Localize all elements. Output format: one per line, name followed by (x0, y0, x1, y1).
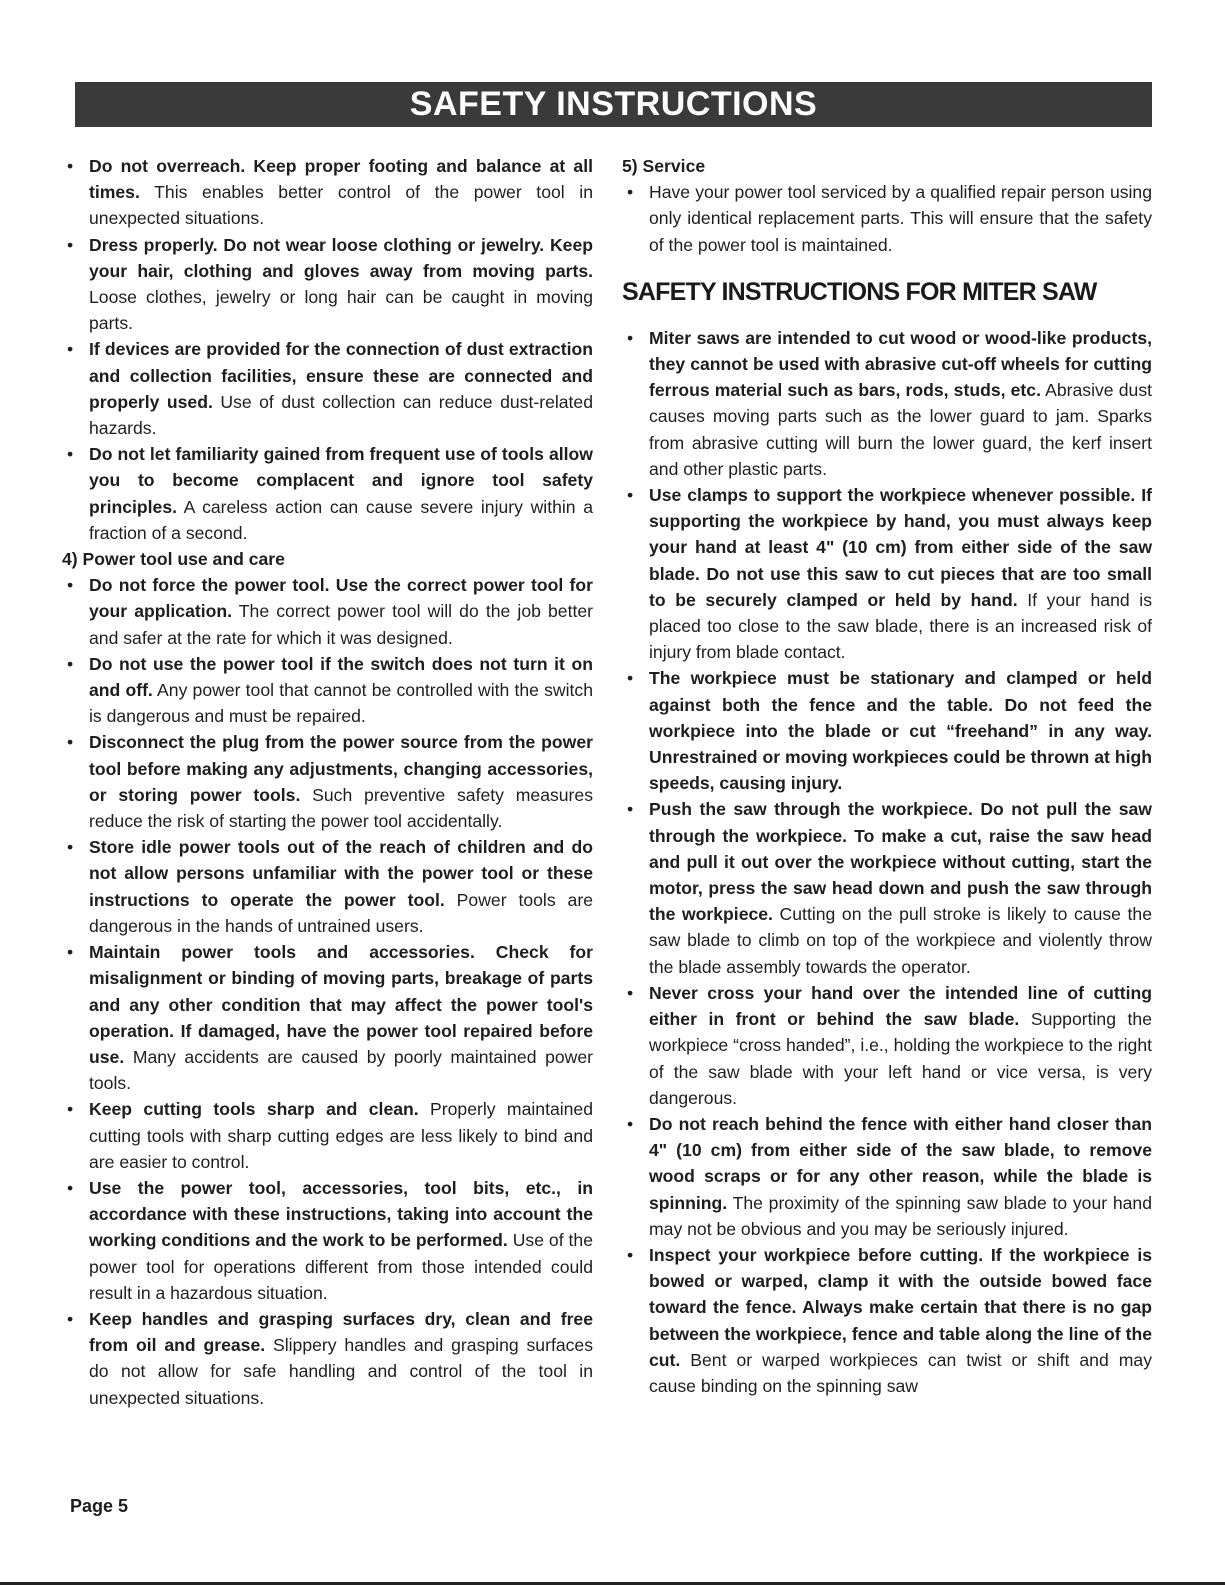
bullet-icon: • (67, 1177, 74, 1198)
section-heading-service: 5) Service (622, 156, 706, 176)
list-item: • Have your power tool serviced by a qualified repair person using only identical replacement parts. This will ensure that the safety of the power tool is maintained. (622, 179, 1152, 258)
list-item: • Do not reach behind the fence with either hand closer than 4" (10 cm) from either side of the saw blade, to remove wood scraps or for any other reason, while the blade is spinning. The proximity of the spinning saw blade to your hand may not be obvious and you may be seriously injured. (622, 1111, 1152, 1242)
left-list-1 (62, 153, 593, 546)
bullet-icon: • (627, 1113, 634, 1134)
list-item: • Do not use the power tool if the switch does not turn it on and off. Any power tool that cannot be controlled with the switch is dangerous and must be repaired. (62, 651, 593, 730)
right-list (622, 325, 1152, 1399)
bullet-icon: • (67, 942, 74, 963)
list-item: • Maintain power tools and accessories. Check for misalignment or binding of moving parts, breakage of parts and any other condition that may affect the power tool's operation. If damaged, have the power tool repaired before use. Many accidents are caused by poorly maintained power tools. (62, 939, 593, 1096)
right-column (622, 153, 1152, 1399)
list-item: • Do not let familiarity gained from frequent use of tools allow you to become complacent and ignore tool safety principles. A careless action can cause severe injury within a fraction of a second. (62, 441, 593, 546)
list-item: • Push the saw through the workpiece. Do not pull the saw through the workpiece. To make a cut, raise the saw head and pull it out over the workpiece without cutting, start the motor, press the saw head down and push the saw through the workpiece. Cutting on the pull stroke is likely to cause the saw blade to climb on top of the workpiece and violently throw the blade assembly towards the operator. (622, 796, 1152, 979)
section-heading-power-tool-use: 4) Power tool use and care (62, 549, 285, 570)
list-item: • Dress properly. Do not wear loose clothing or jewelry. Keep your hair, clothing and gloves away from moving parts. Loose clothes, jewelry or long hair can be caught in moving parts. (62, 232, 593, 337)
list-item: • Keep handles and grasping surfaces dry, clean and free from oil and grease. Slippery handles and grasping surfaces do not allow for safe handling and control of the tool in unexpected situations. (62, 1306, 593, 1411)
bullet-icon: • (627, 182, 634, 203)
bullet-icon: • (67, 339, 74, 360)
bullet-icon: • (67, 732, 74, 753)
bullet-icon: • (627, 1244, 634, 1265)
bullet-icon: • (67, 1308, 74, 1329)
list-item: • Store idle power tools out of the reach of children and do not allow persons unfamiliar with the power tool or these instructions to operate the power tool. Power tools are dangerous in the hands of untrained users. (62, 834, 593, 939)
section-banner: SAFETY INSTRUCTIONS (75, 82, 1152, 127)
list-item: • Use the power tool, accessories, tool bits, etc., in accordance with these instructions, taking into account the working conditions and the work to be performed. Use of the power tool for operations different from those intended could result in a hazardous situation. (62, 1175, 593, 1306)
bullet-icon: • (627, 668, 634, 689)
list-item: • If devices are provided for the connection of dust extraction and collection facilities, ensure these are connected and properly used. Use of dust collection can reduce dust-related hazards. (62, 336, 593, 441)
list-item: • Do not force the power tool. Use the correct power tool for your application. The correct power tool will do the job better and safer at the rate for which it was designed. (62, 572, 593, 651)
page-number: Page 5 (70, 1496, 129, 1516)
left-list-2 (62, 572, 593, 1411)
list-item: • Disconnect the plug from the power source from the power tool before making any adjustments, changing accessories, or storing power tools. Such preventive safety measures reduce the risk of starting the power tool accidentally. (62, 729, 593, 834)
list-item: • Keep cutting tools sharp and clean. Properly maintained cutting tools with sharp cutting edges are less likely to bind and are easier to control. (62, 1096, 593, 1175)
left-column (62, 153, 593, 1411)
miter-saw-heading: SAFETY INSTRUCTIONS FOR MITER SAW (622, 277, 1097, 306)
list-item: • Use clamps to support the workpiece whenever possible. If supporting the workpiece by hand, you must always keep your hand at least 4" (10 cm) from either side of the saw blade. Do not use this saw to cut pieces that are too small to be securely clamped or held by hand. If your hand is placed too close to the saw blade, there is an increased risk of injury from blade contact. (622, 482, 1152, 665)
bullet-icon: • (67, 156, 74, 176)
bullet-icon: • (67, 1099, 74, 1120)
list-item: • Miter saws are intended to cut wood or wood-like products, they cannot be used with abrasive cut-off wheels for cutting ferrous material such as bars, rods, studs, etc. Abrasive dust causes moving parts such as the lower guard to jam. Sparks from abrasive cutting will burn the lower guard, the kerf insert and other plastic parts. (622, 325, 1152, 482)
bullet-icon: • (67, 444, 74, 465)
bullet-icon: • (67, 653, 74, 674)
bullet-icon: • (627, 982, 634, 1003)
bullet-icon: • (67, 837, 74, 858)
bullet-icon: • (67, 575, 74, 596)
bullet-icon: • (627, 327, 634, 348)
list-item: • The workpiece must be stationary and clamped or held against both the fence and the table. Do not feed the workpiece into the blade or cut “freehand” in any way. Unrestrained or moving workpieces could be thrown at high speeds, causing injury. (622, 665, 1152, 796)
list-item: • Never cross your hand over the intended line of cutting either in front or behind the saw blade. Supporting the workpiece “cross handed”, i.e., holding the workpiece to the right of the saw blade with your left hand or vice versa, is very dangerous. (622, 980, 1152, 1111)
list-item: • Inspect your workpiece before cutting. If the workpiece is bowed or warped, clamp it with the outside bowed face toward the fence. Always make certain that there is no gap between the workpiece, fence and table along the line of the cut. Bent or warped workpieces can twist or shift and may cause binding on the spinning saw (622, 1242, 1152, 1399)
bullet-icon: • (627, 485, 634, 506)
list-item: • Do not overreach. Keep proper footing and balance at all times. This enables better control of the power tool in unexpected situations. (62, 153, 593, 232)
bullet-icon: • (627, 799, 634, 820)
bullet-icon: • (67, 234, 74, 255)
